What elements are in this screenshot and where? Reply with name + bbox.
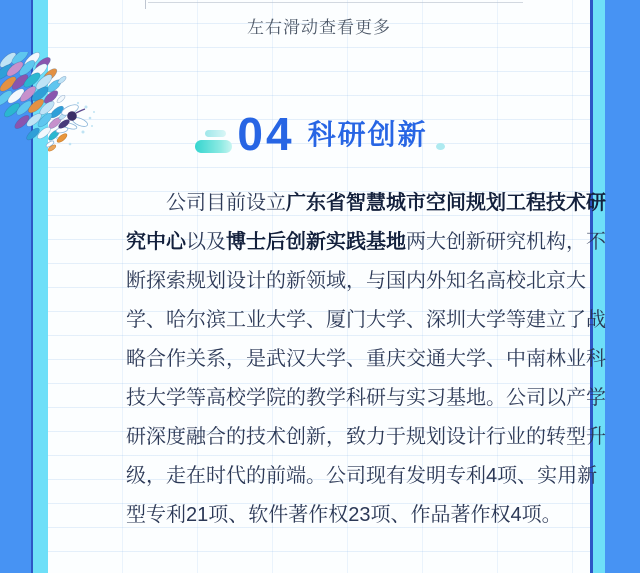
section-title: 科研创新 [307,119,428,150]
body-text: 以及 [186,231,226,253]
body-text: 公司目前设立 [166,192,286,214]
research-paragraph [126,184,607,535]
section-number: 04 [237,108,295,160]
highlighted-text: 广东省智慧城市空间规划工程技术研究中心 [126,192,606,253]
content-card [48,0,606,573]
highlighted-text: 博士后创新实践基地 [226,231,406,253]
body-text: 两大创新研究机构，不断探索规划设计的新领域，与国内外知名高校北京大学、哈尔滨工业大学、厦门大学、深圳大学等建立了战略合作关系，是武汉大学、重庆交通大学、中南林业科技大学等高校学院的教学科研与实习基地。公司以产学研深度融合的技术创新，致力于规划设计行业的转型升级，走在时代的前端。公司现有发明专利4项、实用新型专利21项、软件著作权23项、作品著作权4项。 [126,231,606,526]
swipe-hint-label: 左右滑动查看更多 [247,18,391,37]
feather-bird-illustration [0,52,105,164]
table-bottom-border [148,2,523,3]
section-header [48,108,590,160]
teal-accent-bars-icon [193,112,233,156]
table-column-border [145,0,146,9]
teal-dot-icon [436,143,445,150]
